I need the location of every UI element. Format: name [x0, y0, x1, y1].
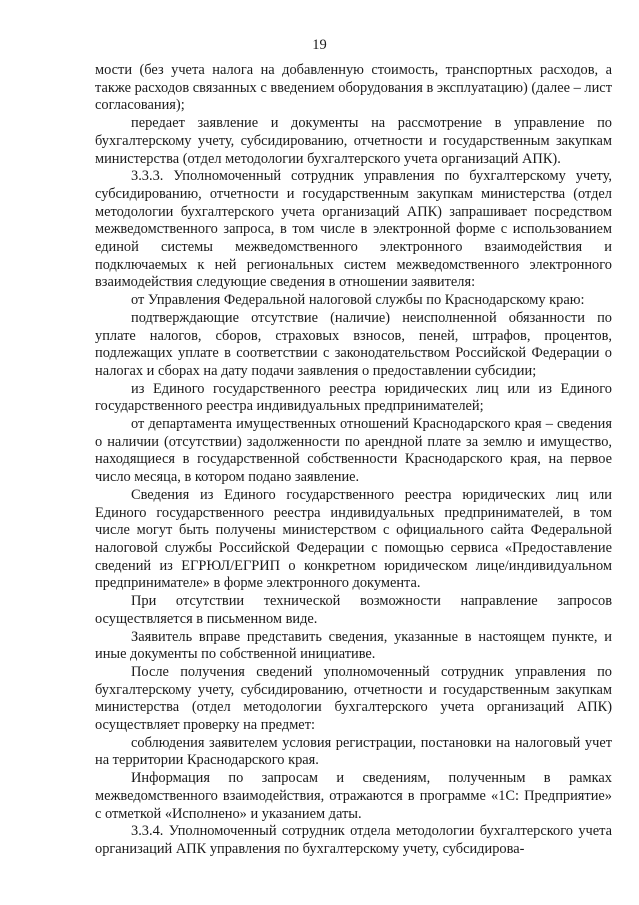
paragraph: передает заявление и документы на рассмотрение в управление по бухгалтерскому учету, субсидированию, отчетности и государственным закупкам министерства (отдел методологии бухгалтерского учета организаций АПК).	[95, 115, 612, 167]
paragraph: После получения сведений уполномоченный сотрудник управления по бухгалтерскому учету, субсидированию, отчетности и государственным закупкам министерства (отдел методологии бухгалтерского учета организаций АПК) осуществляет проверку на предмет:	[95, 663, 612, 734]
paragraph: 3.3.4. Уполномоченный сотрудник отдела методологии бухгалтерского учета организаций АПК управления по бухгалтерскому учету, субсидирова-	[95, 823, 612, 857]
paragraph: от Управления Федеральной налоговой службы по Краснодарскому краю:	[131, 292, 585, 309]
paragraph: соблюдения заявителем условия регистрации, постановки на налоговый учет на территории Краснодарского края.	[95, 734, 612, 769]
paragraph: Информация по запросам и сведениям, полученным в рамках межведомственного взаимодействия, отражаются в программе «1С: Предприятие» с отметкой «Исполнено» и указанием даты.	[95, 770, 612, 822]
paragraph: Сведения из Единого государственного реестра юридических лиц или Единого государственного реестра индивидуальных предпринимателей, в том числе могут быть получены министерством с официального сайта Федеральной налоговой службы Российской Федерации с помощью сервиса «Предоставление сведений из ЕГРЮЛ/ЕГРИП о конкретном юридическом лице/индивидуальном предпринимателе» в форме электронного документа.	[95, 486, 612, 592]
paragraph: из Единого государственного реестра юридических лиц или из Единого государственного реестра индивидуальных предпринимателей;	[95, 380, 612, 415]
page-number: 19	[312, 37, 327, 53]
paragraph: от департамента имущественных отношений Краснодарского края – сведения о наличии (отсутствии) задолженности по арендной плате за землю и имущество, находящиеся в государственной собственности Краснодарского края, на первое число месяца, в котором подано заявление.	[95, 416, 612, 486]
paragraph: При отсутствии технической возможности направление запросов осуществляется в письменном виде.	[95, 593, 612, 627]
document-body	[95, 62, 612, 859]
paragraph: мости (без учета налога на добавленную стоимость, транспортных расходов, а также расходов связанных с введением оборудования в эксплуатацию) (далее – лист согласования);	[95, 62, 612, 114]
paragraph: Заявитель вправе представить сведения, указанные в настоящем пункте, и иные документы по собственной инициативе.	[95, 628, 612, 663]
paragraph: 3.3.3. Уполномоченный сотрудник управления по бухгалтерскому учету, субсидированию, отчетности и государственным закупкам министерства (отдел методологии бухгалтерского учета организаций АПК) запрашивает посредством межведомственного запроса, в том числе в электронной форме с использованием единой системы межведомственного электронного взаимодействия и подключаемых к ней региональных систем межведомственного электронного взаимодействия следующие сведения в отношении заявителя:	[95, 168, 612, 291]
paragraph: подтверждающие отсутствие (наличие) неисполненной обязанности по уплате налогов, сборов, страховых взносов, пеней, штрафов, процентов, подлежащих уплате в соответствии с законодательством Российской Федерации о налогах и сборах на дату подачи заявления о предоставлении субсидии;	[95, 309, 612, 379]
